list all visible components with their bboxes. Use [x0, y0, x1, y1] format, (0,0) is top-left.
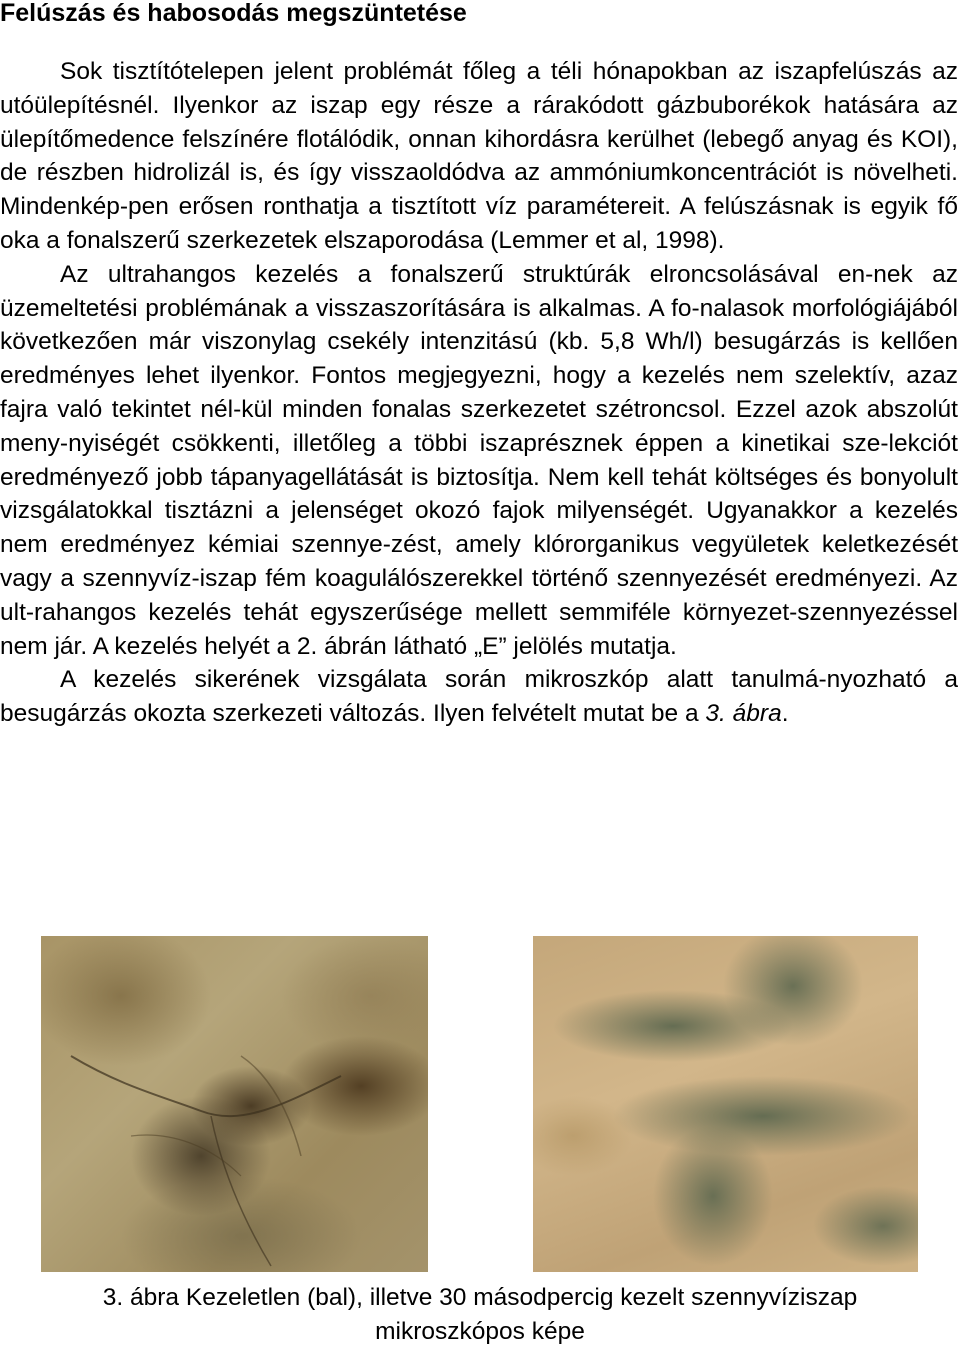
figure-3: [0, 936, 960, 1272]
section-heading: Felúszás és habosodás megszüntetése: [0, 0, 467, 27]
paragraph-3-end: .: [781, 700, 789, 728]
paragraph-3: [0, 663, 958, 731]
caption-line-2: mikroszkópos képe: [375, 1318, 585, 1345]
figure-caption: [0, 1281, 960, 1349]
treated-sludge-micrograph: [533, 936, 918, 1272]
filament-overlay: [41, 936, 428, 1272]
figure-reference: 3. ábra: [705, 700, 782, 728]
paragraph-2: Az ultrahangos kezelés a fonalszerű struktúrák elroncsolásával en-nek az üzemeltetési problémának a visszaszorítására is alkalmas. A fo-nalasok morfológiájából következően már viszonylag csekély intenzitású (kb. 5,8 Wh/l) besugárzás is kellően eredményes lehet ilyenkor. Fontos megjegyezni, hogy a kezelés nem szelektív, azaz fajra való tekintet nél-kül minden fonalas szerkezetet szétroncsol. Ezzel azok abszolút meny-nyiségét csökkenti, illetőleg a többi iszaprésznek éppen a kinetikai sze-lekciót eredményező jobb tápanyagellátását is biztosítja. Nem kell tehát költséges és bonyolult vizsgálatokkal tisztázni a jelenséget okozó fajok milyenségét. Ugyanakkor a kezelés nem eredményez kémiai szennye-zést, amely klórorganikus vegyületek keletkezését vagy a szennyvíz-iszap fém koagulálószerekkel történő szennyezését eredményezi. Az ult-rahangos kezelés tehát egyszerűsége mellett semmiféle környezet-szennyezéssel nem jár. A kezelés helyét a 2. ábrán látható „E” jelölés mutatja.: [0, 260, 958, 660]
paragraph-1: Sok tisztítótelepen jelent problémát főleg a téli hónapokban az iszapfelúszás az utóülepítésnél. Ilyenkor az iszap egy része a rárakódott gázbuborékok hatására az ülepítőmedence felszínére flotálódik, onnan kihordásra kerülhet (lebegő anyag és KOI), de részben hidrolizál is, és így visszaoldódva az ammóniumkoncentrációt is növelheti. Mindenkép-pen erősen ronthatja a tisztított víz paramétereit. A felúszásnak is egyik fő oka a fonalszerű szerkezetek elszaporodása (Lemmer et al, 1998).: [0, 58, 958, 254]
caption-line-1: 3. ábra Kezeletlen (bal), illetve 30 másodpercig kezelt szennyvíziszap: [102, 1284, 858, 1311]
paragraph-3-text: A kezelés sikerének vizsgálata során mikroszkóp alatt tanulmá-nyozható a besugárzás okozta szerkezeti változás. Ilyen felvételt mutat be a: [0, 666, 958, 728]
untreated-sludge-micrograph: [41, 936, 428, 1272]
body-text: [0, 55, 958, 731]
